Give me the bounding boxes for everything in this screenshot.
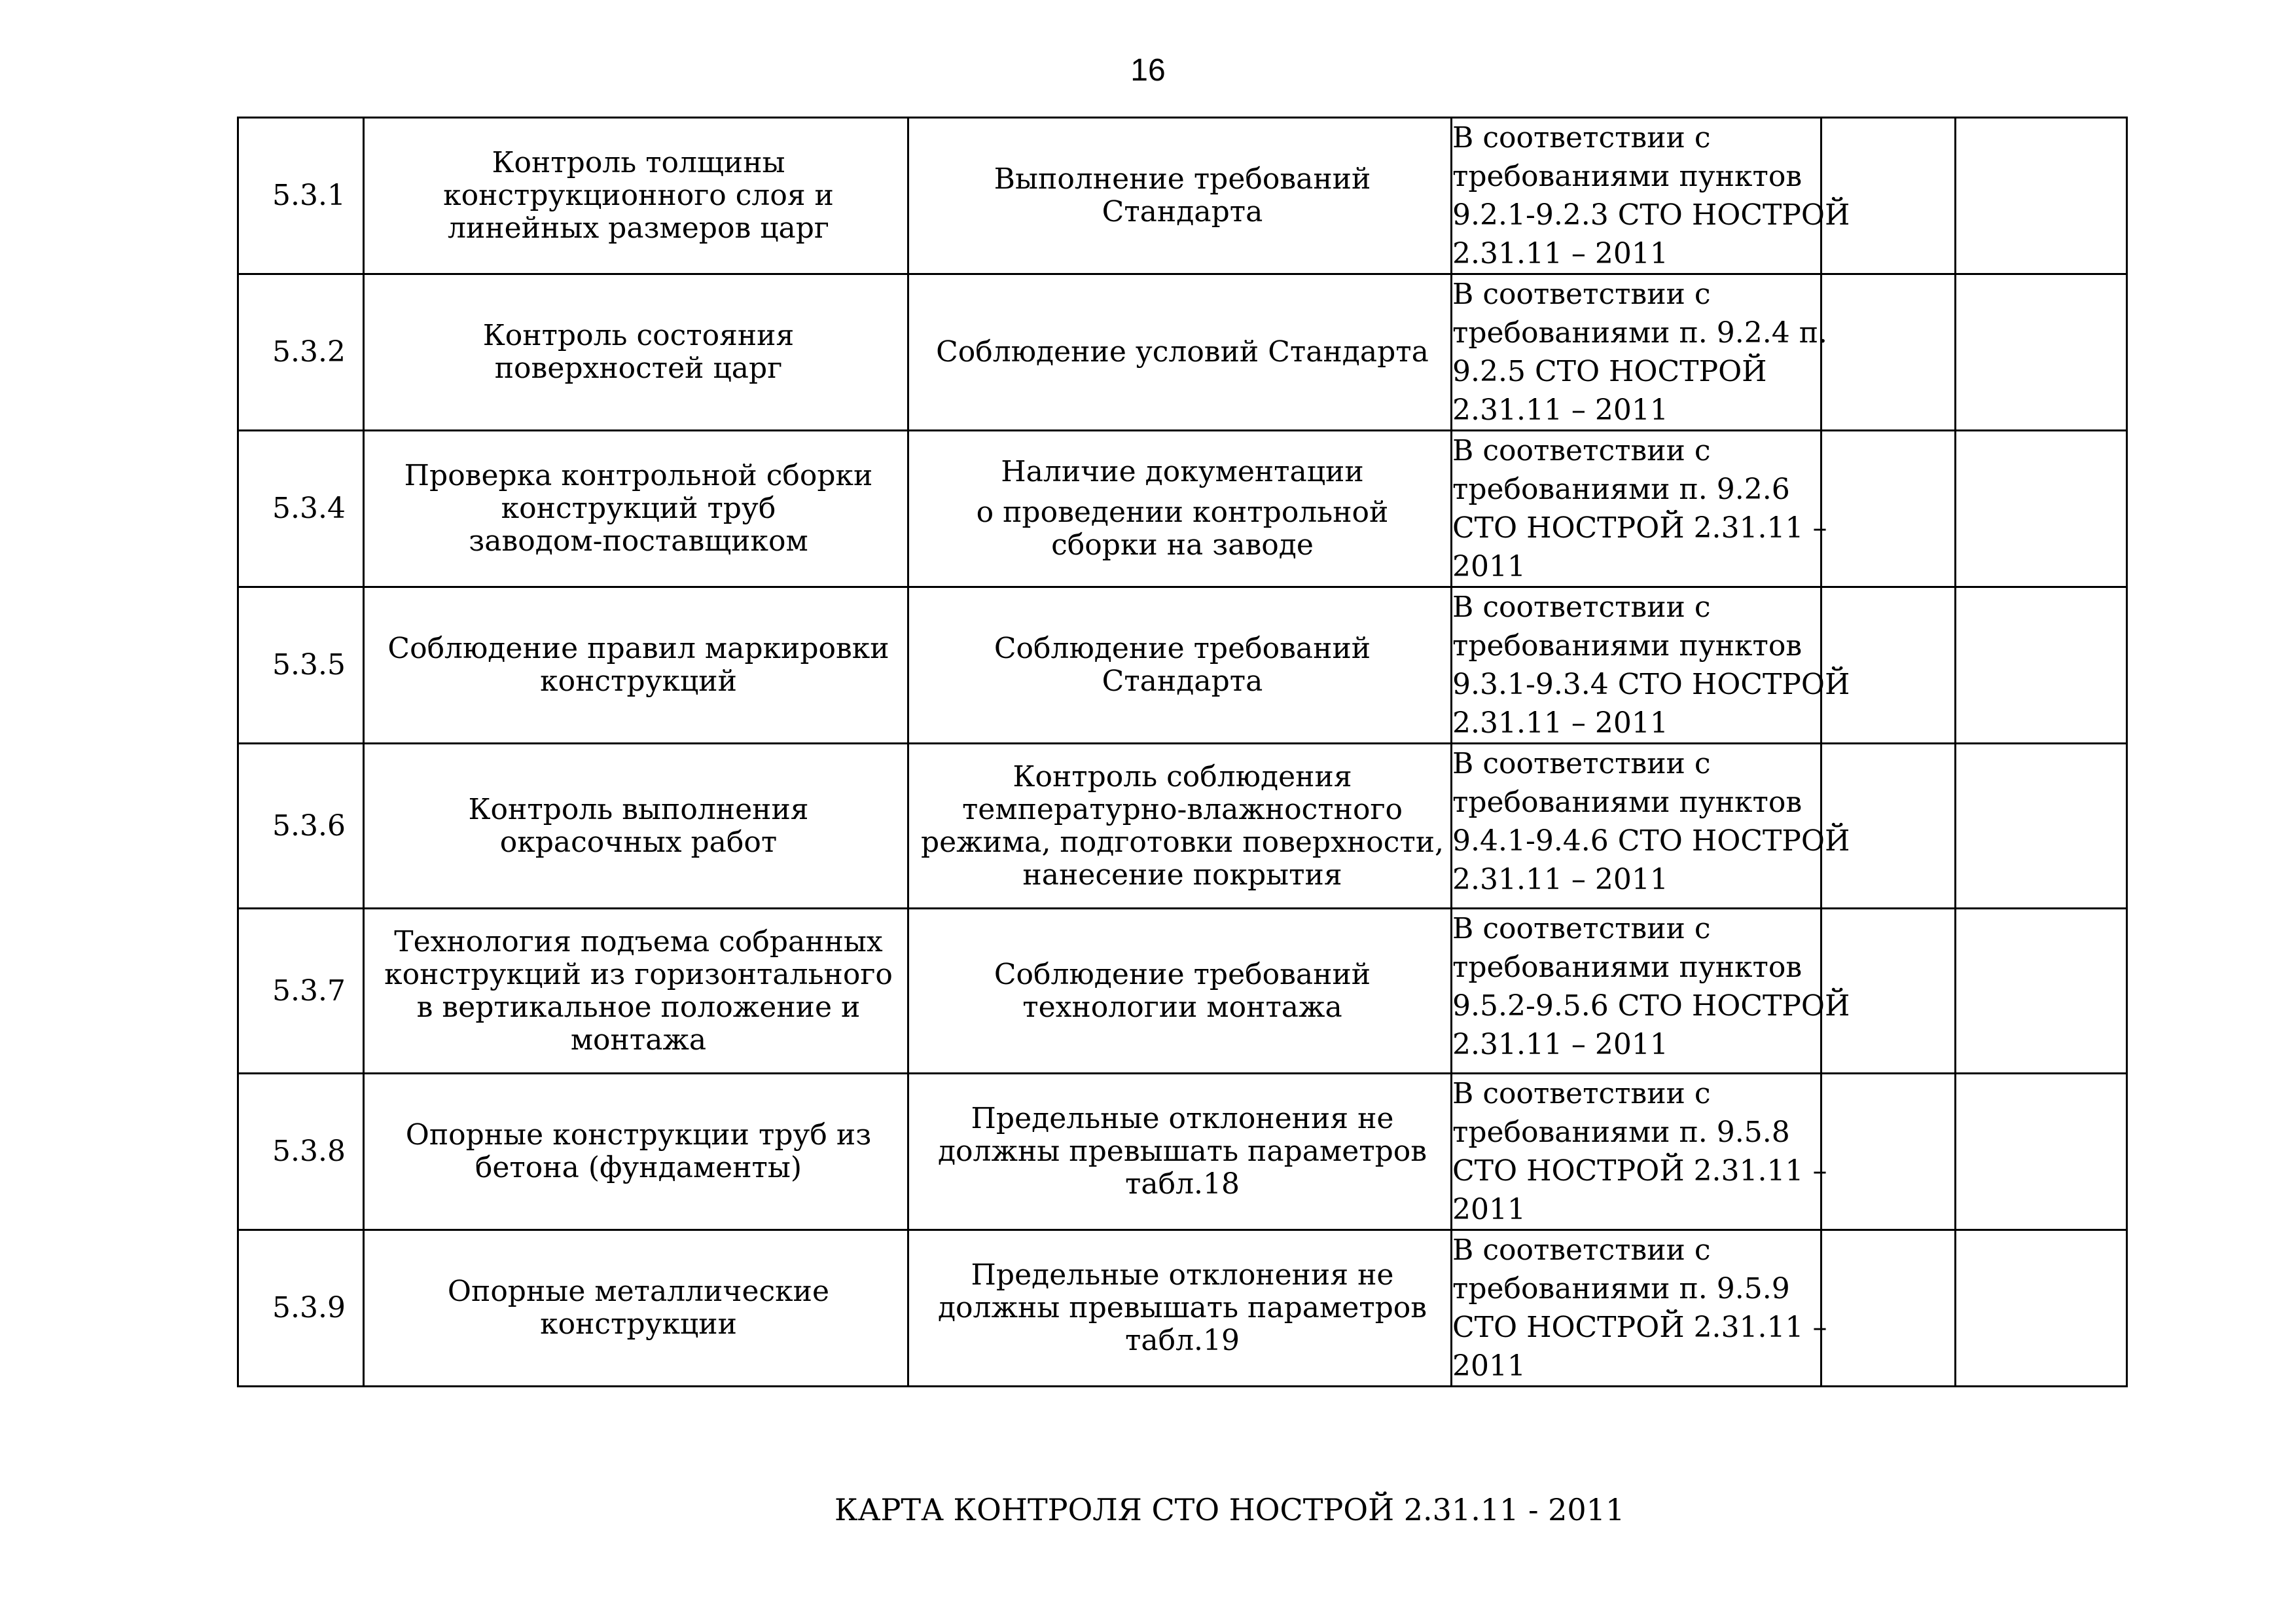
cell-text-line: поверхностей царг: [494, 352, 783, 385]
cell-text-line: конструкционного слоя и: [443, 179, 834, 212]
cell-text-line: Контроль состояния: [482, 319, 795, 352]
footer-title: КАРТА КОНТРОЛЯ СТО НОСТРОЙ 2.31.11 - 2011: [834, 1492, 1625, 1527]
table-row: [238, 1074, 2127, 1230]
cell-text-line: Опорные конструкции труб из: [405, 1118, 872, 1152]
cell-text-line: конструкций: [540, 665, 737, 698]
empty-cell: [1821, 274, 1956, 431]
cell-text-line: температурно-влажностного: [961, 792, 1403, 826]
cell-text-line: В соответствии с: [1452, 1077, 1711, 1110]
cell-text-line: технологии монтажа: [1022, 990, 1342, 1024]
requirement-cell: [908, 431, 1452, 587]
cell-text-line: 9.5.2-9.5.6 СТО НОСТРОЙ: [1452, 989, 1850, 1023]
item-number-cell: 5.3.4: [238, 431, 364, 587]
cell-text-line: окрасочных работ: [499, 825, 778, 859]
cell-text-line: требованиями пунктов: [1452, 629, 1803, 663]
table-row: [238, 1230, 2127, 1387]
cell-text-line: Наличие документации: [1001, 455, 1364, 488]
cell-text-line: СТО НОСТРОЙ 2.31.11 –: [1452, 1311, 1827, 1344]
table-row: [238, 587, 2127, 744]
empty-cell: [1956, 744, 2127, 909]
reference-cell: [1452, 431, 1827, 587]
requirement-cell: [908, 909, 1452, 1074]
empty-cell: [1956, 1230, 2127, 1387]
cell-text-line: В соответствии с: [1452, 747, 1711, 780]
reference-cell: [1452, 744, 1850, 909]
reference-cell: [1452, 274, 1828, 431]
cell-text-line: Предельные отклонения не: [971, 1102, 1394, 1135]
item-number-cell: 5.3.7: [238, 909, 364, 1074]
control-map-table: [237, 117, 2128, 1387]
cell-text-line: должны превышать параметров: [937, 1135, 1427, 1168]
reference-cell: [1452, 1230, 1827, 1387]
reference-cell: [1452, 587, 1850, 744]
table-row: [238, 909, 2127, 1074]
requirement-cell: [908, 587, 1452, 744]
cell-text-line: требованиями п. 9.5.9: [1452, 1272, 1790, 1305]
item-number-cell: 5.3.9: [238, 1230, 364, 1387]
cell-text-line: монтажа: [570, 1023, 707, 1057]
requirement-cell: [908, 274, 1452, 431]
empty-cell: [1956, 118, 2127, 274]
control-item-cell: [364, 1074, 908, 1230]
cell-text-line: Контроль выполнения: [468, 792, 809, 826]
control-item-cell: [364, 274, 908, 431]
cell-text-line: Соблюдение правил маркировки: [387, 632, 889, 665]
cell-text-line: требованиями п. 9.2.6: [1452, 473, 1790, 506]
cell-text-line: требованиями пунктов: [1452, 951, 1803, 984]
empty-cell: [1956, 587, 2127, 744]
cell-text-line: линейных размеров царг: [448, 211, 829, 245]
table-row: [238, 431, 2127, 587]
table-row: [238, 274, 2127, 431]
cell-text-line: Соблюдение условий Стандарта: [936, 335, 1429, 369]
cell-text-line: 9.2.1-9.2.3 СТО НОСТРОЙ: [1452, 198, 1850, 232]
cell-text-line: В соответствии с: [1452, 1233, 1711, 1267]
empty-cell: [1956, 274, 2127, 431]
empty-cell: [1956, 431, 2127, 587]
cell-text-line: заводом-поставщиком: [469, 524, 808, 558]
cell-text-line: 9.3.1-9.3.4 СТО НОСТРОЙ: [1452, 668, 1850, 701]
cell-text-line: Стандарта: [1102, 195, 1263, 228]
empty-cell: [1956, 1074, 2127, 1230]
cell-text-line: СТО НОСТРОЙ 2.31.11 –: [1452, 1154, 1827, 1188]
cell-text-line: конструкций труб: [501, 492, 776, 525]
cell-text-line: 2.31.11 – 2011: [1452, 237, 1668, 270]
empty-cell: [1956, 909, 2127, 1074]
cell-text-line: требованиями п. 9.2.4 п.: [1452, 316, 1828, 350]
control-item-cell: [364, 909, 908, 1074]
requirement-cell: [908, 1230, 1452, 1387]
control-item-cell: [364, 118, 908, 274]
requirement-cell: [908, 744, 1452, 909]
cell-text-line: о проведении контрольной: [976, 496, 1389, 529]
item-number-cell: 5.3.6: [238, 744, 364, 909]
empty-cell: [1821, 587, 1956, 744]
cell-text-line: сборки на заводе: [1051, 528, 1314, 562]
cell-text-line: Контроль толщины: [492, 146, 785, 179]
reference-cell: [1452, 118, 1850, 274]
cell-text-line: Технология подъема собранных: [394, 924, 883, 958]
cell-text-line: 9.2.5 СТО НОСТРОЙ: [1452, 355, 1767, 388]
reference-cell: [1452, 1074, 1827, 1230]
cell-text-line: бетона (фундаменты): [475, 1151, 802, 1184]
table-row: [238, 118, 2127, 274]
empty-cell: [1821, 431, 1956, 587]
cell-text-line: Опорные металлические: [447, 1275, 830, 1308]
cell-text-line: требованиями п. 9.5.8: [1452, 1116, 1790, 1149]
cell-text-line: Предельные отклонения не: [971, 1258, 1394, 1292]
cell-text-line: 9.4.1-9.4.6 СТО НОСТРОЙ: [1452, 824, 1850, 858]
cell-text-line: табл.18: [1125, 1167, 1240, 1201]
cell-text-line: 2.31.11 – 2011: [1452, 393, 1668, 427]
cell-text-line: Стандарта: [1102, 665, 1263, 698]
cell-text-line: нанесение покрытия: [1022, 858, 1342, 892]
control-item-cell: [364, 1230, 908, 1387]
cell-text-line: В соответствии с: [1452, 278, 1711, 311]
cell-text-line: Соблюдение требований: [994, 632, 1371, 665]
cell-text-line: 2.31.11 – 2011: [1452, 863, 1668, 896]
cell-text-line: в вертикальное положение и: [416, 990, 861, 1024]
cell-text-line: 2.31.11 – 2011: [1452, 1028, 1668, 1061]
cell-text-line: В соответствии с: [1452, 434, 1711, 467]
requirement-cell: [908, 118, 1452, 274]
cell-text-line: Соблюдение требований: [994, 957, 1371, 991]
cell-text-line: конструкций из горизонтального: [384, 957, 893, 991]
cell-text-line: 2011: [1452, 1349, 1526, 1383]
cell-text-line: должны превышать параметров: [937, 1291, 1427, 1324]
requirement-cell: [908, 1074, 1452, 1230]
cell-text-line: СТО НОСТРОЙ 2.31.11 –: [1452, 511, 1827, 545]
item-number-cell: 5.3.5: [238, 587, 364, 744]
item-number-cell: 5.3.1: [238, 118, 364, 274]
page-number: 16: [1130, 53, 1166, 88]
cell-text-line: Выполнение требований: [994, 162, 1371, 196]
cell-text-line: 2011: [1452, 550, 1526, 583]
cell-text-line: В соответствии с: [1452, 591, 1711, 624]
cell-text-line: требованиями пунктов: [1452, 160, 1803, 193]
control-item-cell: [364, 431, 908, 587]
cell-text-line: требованиями пунктов: [1452, 786, 1803, 819]
cell-text-line: конструкции: [540, 1307, 737, 1341]
control-item-cell: [364, 587, 908, 744]
cell-text-line: 2.31.11 – 2011: [1452, 706, 1668, 740]
empty-cell: [1821, 1074, 1956, 1230]
cell-text-line: В соответствии с: [1452, 121, 1711, 155]
cell-text-line: В соответствии с: [1452, 912, 1711, 945]
empty-cell: [1821, 118, 1956, 274]
control-item-cell: [364, 744, 908, 909]
cell-text-line: табл.19: [1125, 1324, 1240, 1357]
cell-text-line: Контроль соблюдения: [1013, 759, 1352, 793]
table-row: [238, 744, 2127, 909]
cell-text-line: режима, подготовки поверхности,: [920, 825, 1444, 859]
cell-text-line: Проверка контрольной сборки: [404, 459, 873, 492]
cell-text-line: 2011: [1452, 1193, 1526, 1226]
item-number-cell: 5.3.2: [238, 274, 364, 431]
item-number-cell: 5.3.8: [238, 1074, 364, 1230]
reference-cell: [1452, 909, 1850, 1074]
empty-cell: [1821, 1230, 1956, 1387]
